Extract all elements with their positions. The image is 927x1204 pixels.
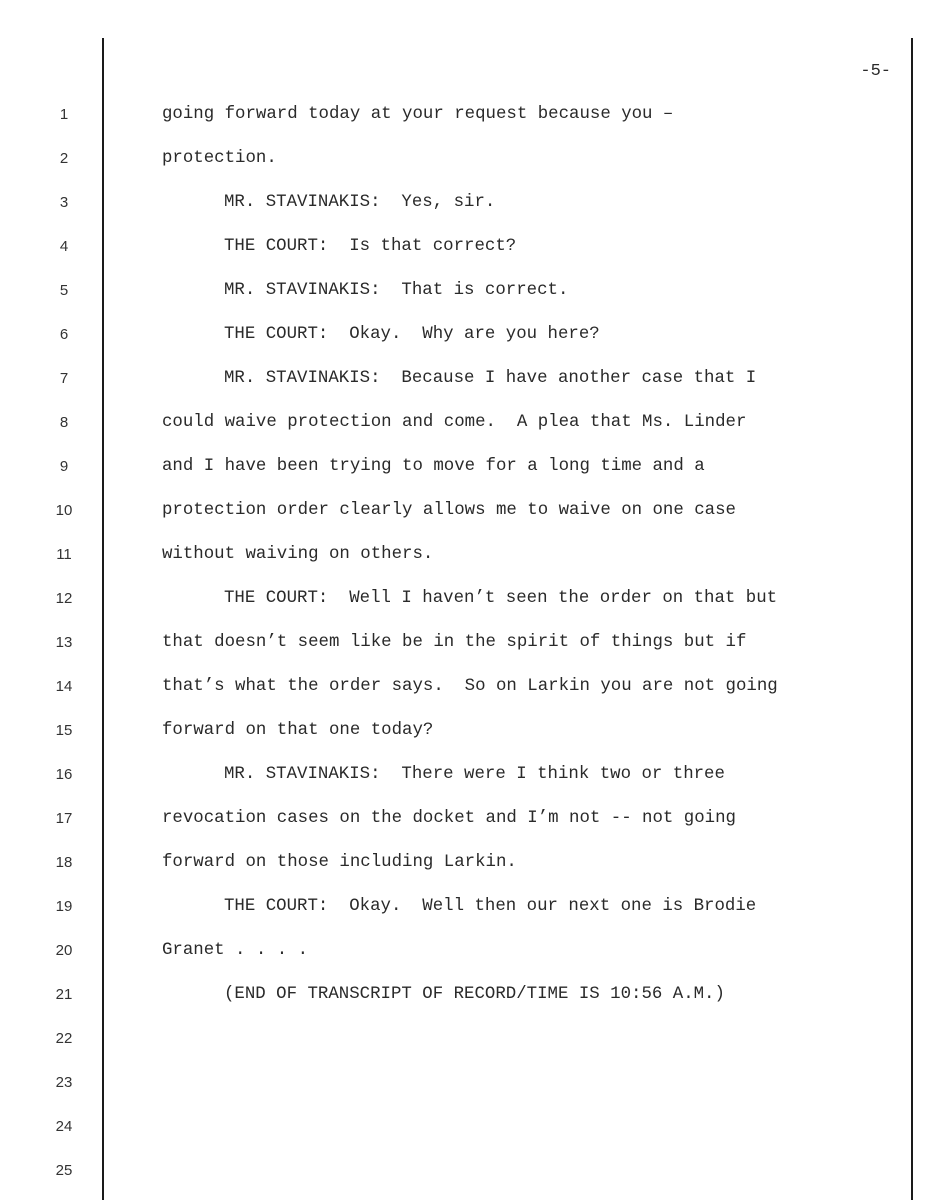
line-number: 19 — [55, 898, 73, 915]
left-margin-rule — [102, 38, 104, 1200]
transcript-line: without waiving on others. — [162, 545, 434, 564]
transcript-line: THE COURT: Okay. Well then our next one is Brodie — [224, 897, 757, 916]
line-number: 14 — [55, 678, 73, 695]
transcript-line: Granet . . . . — [162, 941, 309, 960]
line-number: 4 — [59, 238, 69, 255]
transcript-line: THE COURT: Is that correct? — [224, 237, 517, 256]
transcript-line: protection. — [162, 149, 277, 168]
transcript-line: (END OF TRANSCRIPT OF RECORD/TIME IS 10:56 A.M.) — [224, 985, 725, 1004]
line-number: 5 — [59, 282, 69, 299]
line-number-column — [40, 104, 88, 1204]
transcript-line: MR. STAVINAKIS: That is correct. — [224, 281, 569, 300]
transcript-line: THE COURT: Well I haven’t seen the order on that but — [224, 589, 778, 608]
line-number: 9 — [59, 458, 69, 475]
line-number: 22 — [55, 1030, 73, 1047]
transcript-line: MR. STAVINAKIS: Yes, sir. — [224, 193, 496, 212]
transcript-body — [162, 104, 907, 1028]
transcript-line: forward on that one today? — [162, 721, 434, 740]
line-number: 18 — [55, 854, 73, 871]
line-number: 24 — [55, 1118, 73, 1135]
line-number: 21 — [55, 986, 73, 1003]
line-number: 13 — [55, 634, 73, 651]
line-number: 11 — [56, 546, 72, 563]
transcript-line: that’s what the order says. So on Larkin you are not going — [162, 677, 778, 696]
line-number: 7 — [59, 370, 69, 387]
line-number: 1 — [59, 106, 69, 123]
transcript-line: THE COURT: Okay. Why are you here? — [224, 325, 600, 344]
line-number: 25 — [55, 1162, 73, 1179]
transcript-line: that doesn’t seem like be in the spirit of things but if — [162, 633, 747, 652]
line-number: 17 — [55, 810, 73, 827]
transcript-line: could waive protection and come. A plea that Ms. Linder — [162, 413, 747, 432]
line-number: 10 — [55, 502, 73, 519]
transcript-line: protection order clearly allows me to waive on one case — [162, 501, 736, 520]
right-margin-rule — [911, 38, 913, 1200]
line-number: 8 — [59, 414, 69, 431]
line-number: 2 — [59, 150, 69, 167]
transcript-line: and I have been trying to move for a long time and a — [162, 457, 705, 476]
transcript-line: revocation cases on the docket and I’m not -- not going — [162, 809, 736, 828]
line-number: 16 — [55, 766, 73, 783]
transcript-line: MR. STAVINAKIS: There were I think two or three — [224, 765, 725, 784]
line-number: 23 — [55, 1074, 73, 1091]
page-number: -5- — [860, 62, 891, 81]
line-number: 3 — [59, 194, 69, 211]
line-number: 12 — [55, 590, 73, 607]
transcript-line: going forward today at your request because you – — [162, 105, 674, 124]
transcript-line: MR. STAVINAKIS: Because I have another case that I — [224, 369, 757, 388]
transcript-line: forward on those including Larkin. — [162, 853, 517, 872]
line-number: 6 — [59, 326, 69, 343]
line-number: 15 — [55, 722, 73, 739]
line-number: 20 — [55, 942, 73, 959]
